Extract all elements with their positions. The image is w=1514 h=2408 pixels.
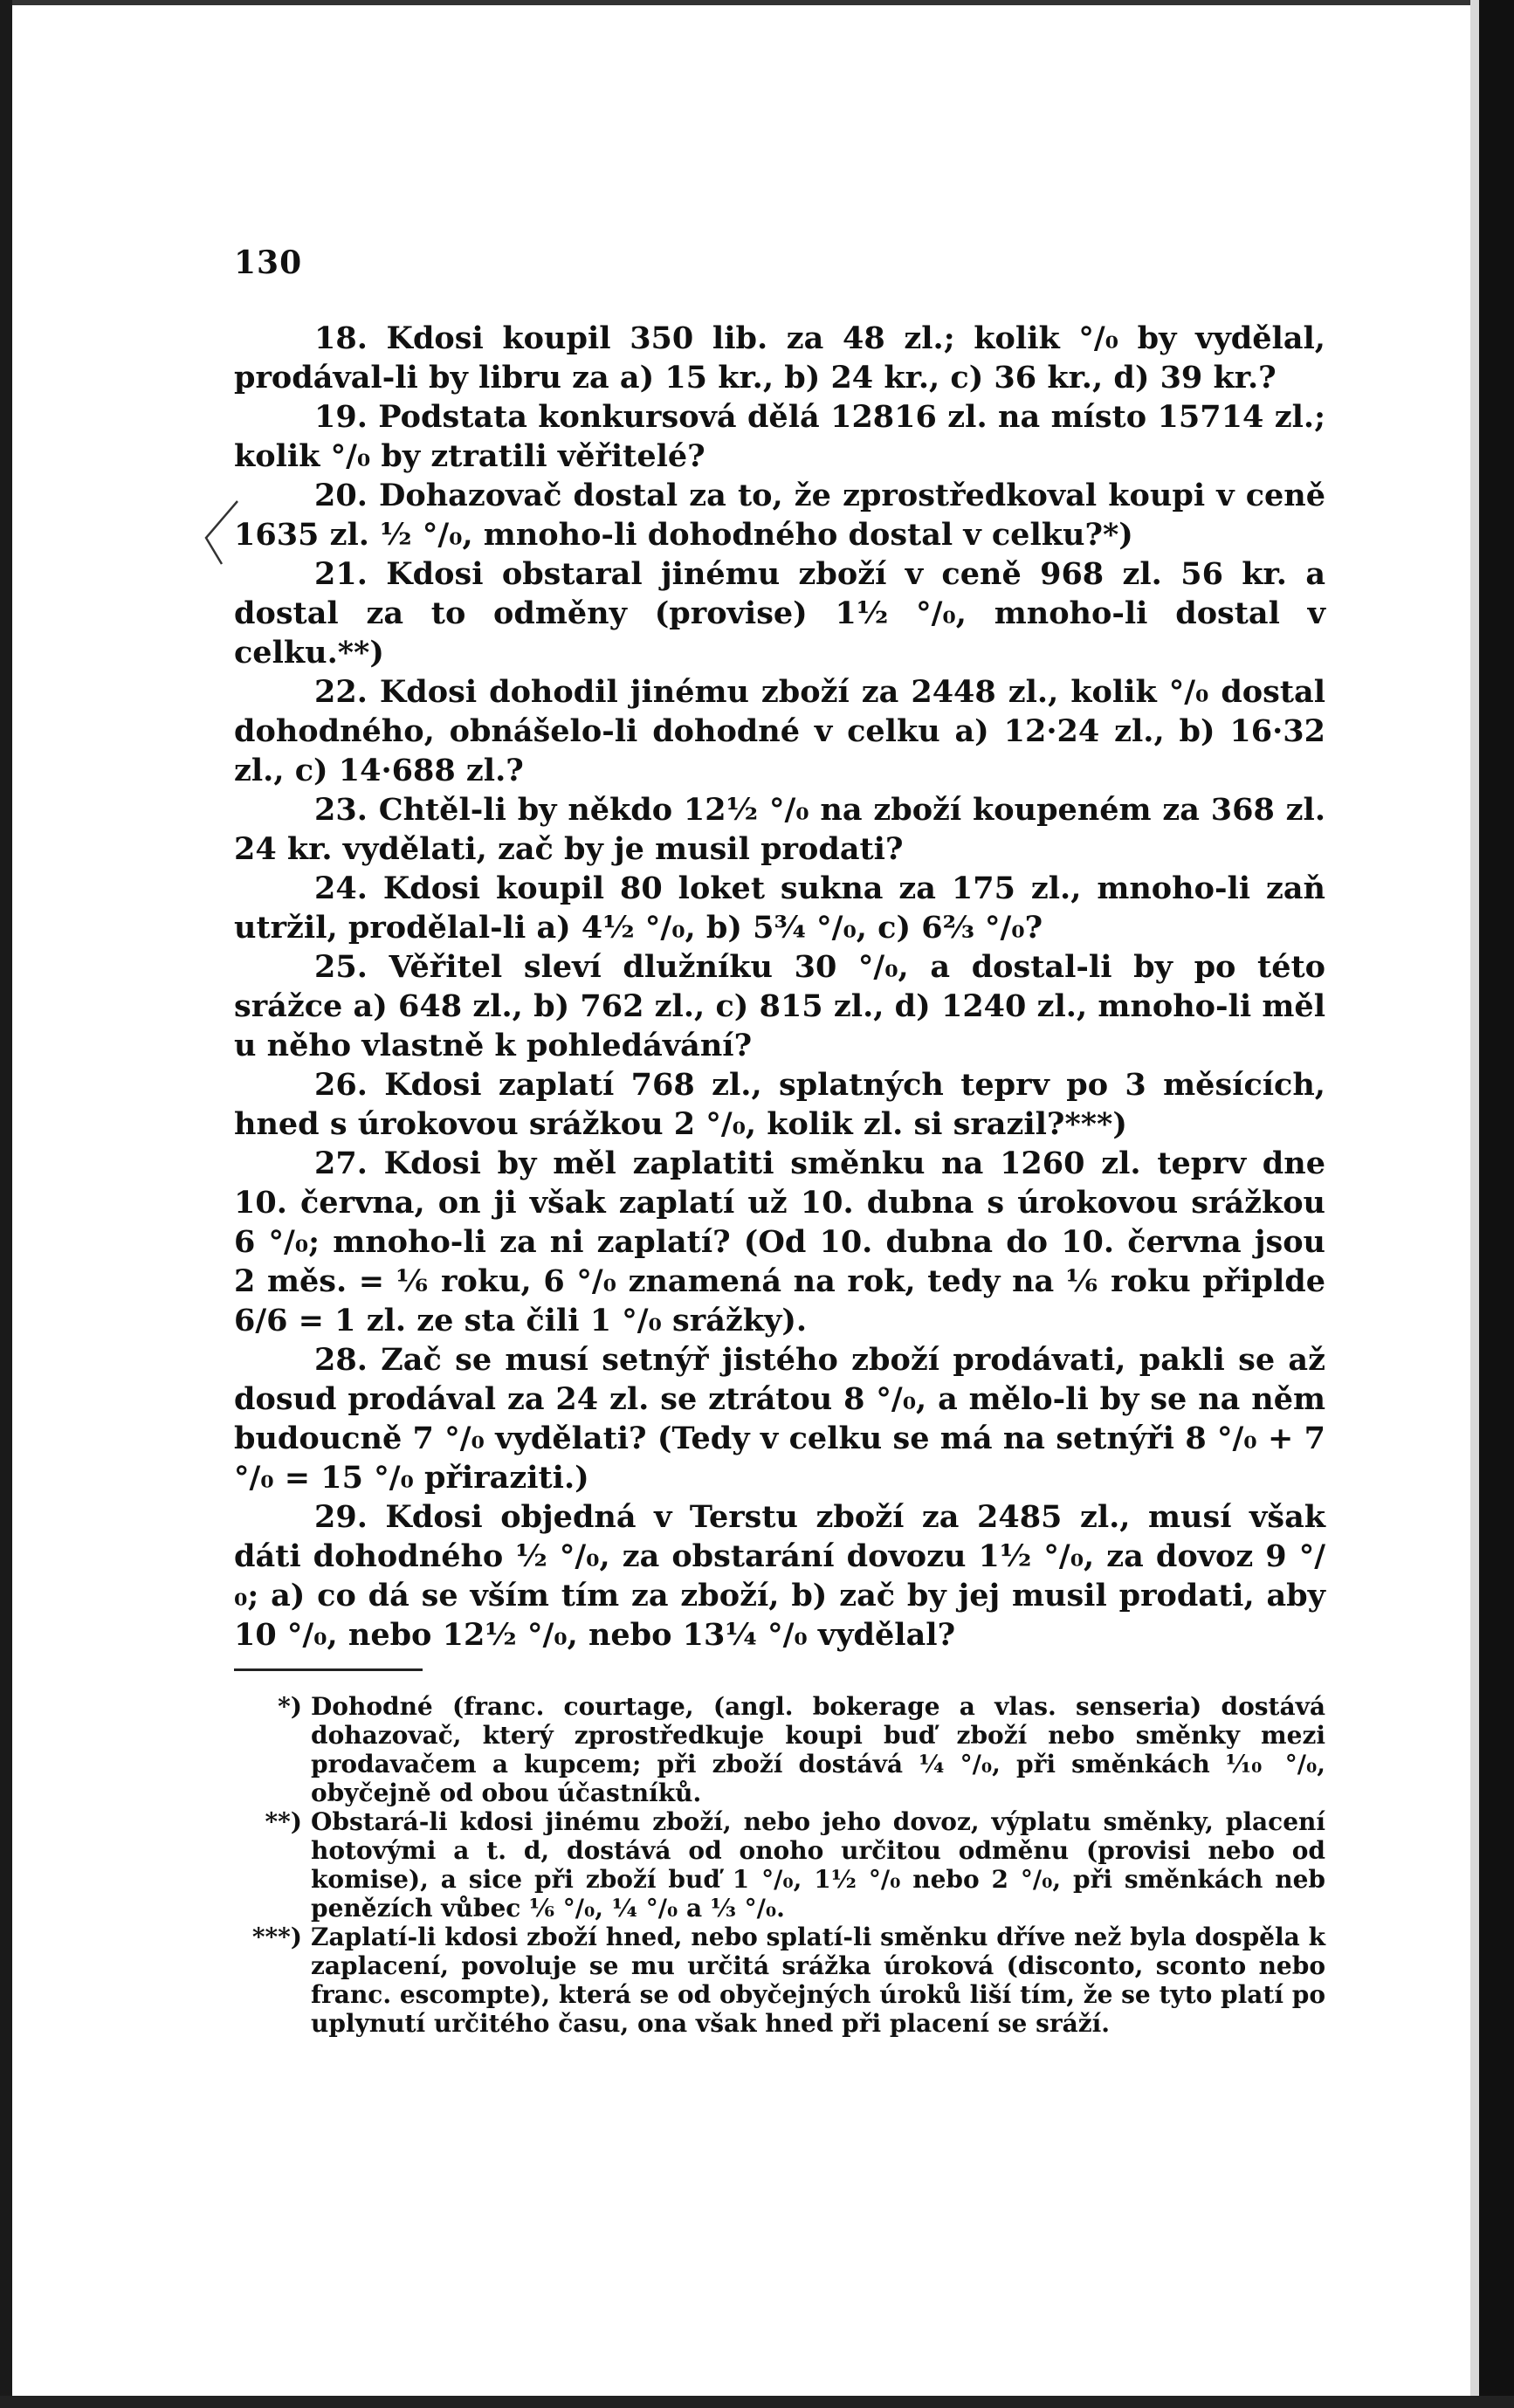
scan-edge-bottom [0, 2396, 1514, 2408]
footnote-mark: **) [265, 1807, 302, 1836]
exercise-20: 20. Dohazovač dostal za to, že zprostředkoval koupi v ceně 1635 zl. ½ °/₀, mnoho-li dohodného dostal v celku?*) [234, 478, 1325, 553]
footnote-text: Dohodné (franc. courtage, (angl. bokerage a vlas. senseria) dostává dohazovač, který zprostředkuje koupi buď zboží nebo směnky mezi prodavačem a kupcem; při zboží dostává ¼ °/₀, při směnkách ⅒ °/₀, obyčejně od obou účastníků. [311, 1692, 1325, 1807]
footnote-divider [234, 1668, 423, 1671]
exercise-29: 29. Kdosi objedná v Terstu zboží za 2485 zl., musí však dáti dohodného ½ °/₀, za obstarání dovozu 1½ °/₀, za dovoz 9 °/₀; a) co dá se vším tím za zboží, b) zač by jej musil prodati, aby 10 °/₀, nebo 12½ °/₀, nebo 13¼ °/₀ vydělal? [234, 1499, 1325, 1653]
exercise-23: 23. Chtěl-li by někdo 12½ °/₀ na zboží koupeném za 368 zl. 24 kr. vydělati, zač by je musil prodati? [234, 792, 1325, 867]
footnote-3 [234, 1923, 1325, 2038]
exercise-25: 25. Věřitel sleví dlužníku 30 °/₀, a dostal-li by po této srážce a) 648 zl., b) 762 zl., c) 815 zl., d) 1240 zl., mnoho-li měl u něho vlastně k pohledávání? [234, 949, 1325, 1063]
scan-edge-left [0, 0, 12, 2408]
exercise-24: 24. Kdosi koupil 80 loket sukna za 175 zl., mnoho-li zaň utržil, prodělal-li a) 4½ °/₀, b) 5¾ °/₀, c) 6⅔ °/₀? [234, 870, 1325, 946]
scan-edge-right-inner [1470, 0, 1479, 2408]
footnote-text: Obstará-li kdosi jinému zboží, nebo jeho dovoz, výplatu směnky, placení hotovými a t. d, dostává od onoho určitou odměnu (provisi nebo od komise), a sice při zboží buď 1 °/₀, 1½ °/₀ nebo 2 °/₀, při směnkách neb penězích vůbec ⅙ °/₀, ¼ °/₀ a ⅓ °/₀. [311, 1807, 1325, 1923]
scan-edge-top [0, 0, 1514, 5]
exercise-list [234, 319, 1325, 1655]
page-number: 130 [234, 244, 303, 281]
footnotes [234, 1692, 1325, 2038]
exercise-19: 19. Podstata konkursová dělá 12816 zl. na místo 15714 zl.; kolik °/₀ by ztratili věřitelé? [234, 399, 1325, 474]
footnote-text: Zaplatí-li kdosi zboží hned, nebo splatí-li směnku dříve než byla dospěla k zaplacení, povoluje se mu určitá srážka úroková (disconto, sconto nebo franc. escompte), která se od obyčejných úroků liší tím, že se tyto platí po uplynutí určitého času, ona však hned při placení se sráží. [311, 1923, 1325, 2038]
footnote-1 [234, 1692, 1325, 1807]
exercise-22: 22. Kdosi dohodil jinému zboží za 2448 zl., kolik °/₀ dostal dohodného, obnášelo-li dohodné v celku a) 12·24 zl., b) 16·32 zl., c) 14·688 zl.? [234, 674, 1325, 788]
footnote-2 [234, 1807, 1325, 1923]
scan-edge-right [1479, 0, 1514, 2408]
exercise-28: 28. Zač se musí setnýř jistého zboží prodávati, pakli se až dosud prodával za 24 zl. se ztrátou 8 °/₀, a mělo-li by se na něm budoucně 7 °/₀ vydělati? (Tedy v celku se má na setnýři 8 °/₀ + 7 °/₀ = 15 °/₀ přiraziti.) [234, 1342, 1325, 1496]
exercise-21: 21. Kdosi obstaral jinému zboží v ceně 968 zl. 56 kr. a dostal za to odměny (provise) 1½ °/₀, mnoho-li dostal v celku.**) [234, 556, 1325, 671]
footnote-mark: *) [278, 1692, 302, 1721]
footnote-mark: ***) [251, 1923, 302, 1951]
exercise-18: 18. Kdosi koupil 350 lib. za 48 zl.; kolik °/₀ by vydělal, prodával-li by libru za a) 15 kr., b) 24 kr., c) 36 kr., d) 39 kr.? [234, 320, 1325, 396]
exercise-27: 27. Kdosi by měl zaplatiti směnku na 1260 zl. teprv dne 10. června, on ji však zaplatí už 10. dubna s úrokovou srážkou 6 °/₀; mnoho-li za ni zaplatí? (Od 10. dubna do 10. června jsou 2 měs. = ⅙ roku, 6 °/₀ znamená na rok, tedy na ⅙ roku připlde 6/6 = 1 zl. ze sta čili 1 °/₀ srážky). [234, 1146, 1325, 1338]
exercise-26: 26. Kdosi zaplatí 768 zl., splatných teprv po 3 měsících, hned s úrokovou srážkou 2 °/₀, kolik zl. si srazil?***) [234, 1067, 1325, 1142]
